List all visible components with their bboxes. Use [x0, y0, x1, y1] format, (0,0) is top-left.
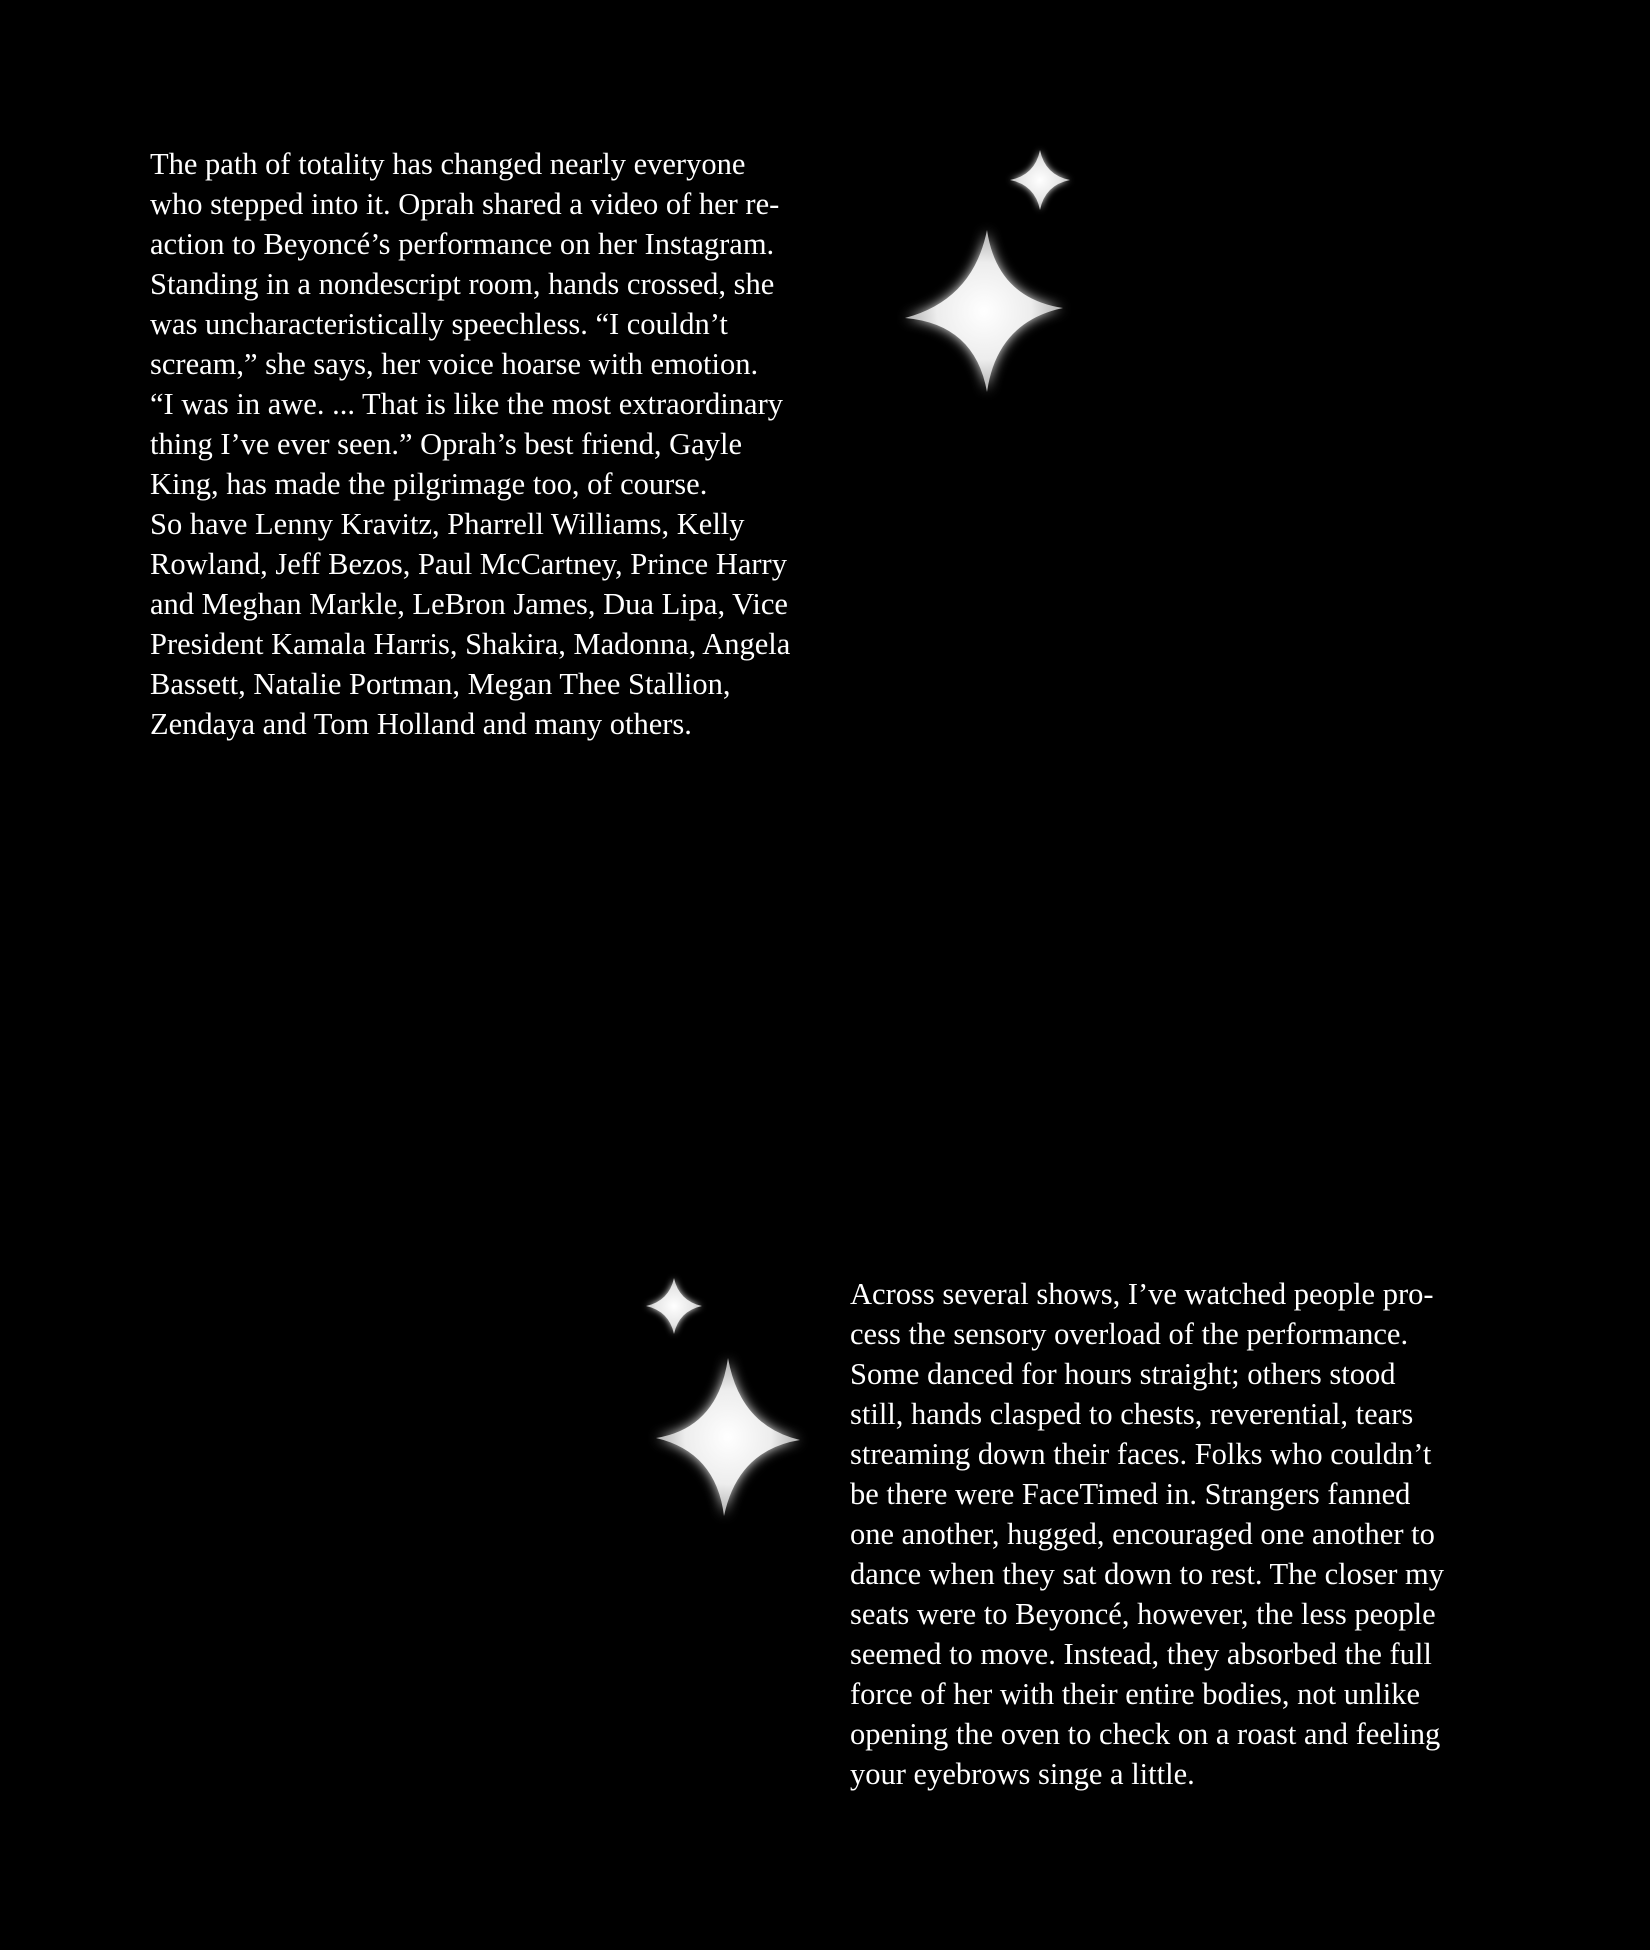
text-line: The path of totality has changed nearly everyone	[150, 147, 746, 181]
paragraph-bottom	[850, 1274, 1444, 1794]
text-line: Standing in a nondescript room, hands crossed, she	[150, 267, 775, 301]
text-line: still, hands clasped to chests, reverential, tears	[850, 1397, 1414, 1431]
text-line: seemed to move. Instead, they absorbed the full	[850, 1637, 1432, 1671]
text-line: dance when they sat down to rest. The closer my	[850, 1557, 1445, 1591]
text-line: Rowland, Jeff Bezos, Paul McCartney, Prince Harry	[150, 547, 787, 581]
text-line: was uncharacteristically speechless. “I couldn’t	[150, 307, 728, 341]
text-line: be there were FaceTimed in. Strangers fanned	[850, 1477, 1411, 1511]
text-line: Across several shows, I’ve watched people pro-	[850, 1277, 1434, 1311]
text-line: force of her with their entire bodies, not unlike	[850, 1677, 1420, 1711]
text-line: opening the oven to check on a roast and feeling	[850, 1717, 1441, 1751]
text-line: King, has made the pilgrimage too, of course.	[150, 467, 708, 501]
text-line: cess the sensory overload of the performance.	[850, 1317, 1409, 1351]
sparkle-icon	[636, 1268, 712, 1344]
paragraph-top	[150, 144, 790, 744]
sparkle-icon	[1000, 140, 1080, 220]
text-line: President Kamala Harris, Shakira, Madonna, Angela	[150, 627, 791, 661]
text-line: Bassett, Natalie Portman, Megan Thee Stallion,	[150, 667, 731, 701]
text-line: one another, hugged, encouraged one another to	[850, 1517, 1435, 1551]
text-line: So have Lenny Kravitz, Pharrell Williams, Kelly	[150, 507, 745, 541]
text-line: scream,” she says, her voice hoarse with emotion.	[150, 347, 759, 381]
text-line: thing I’ve ever seen.” Oprah’s best friend, Gayle	[150, 427, 742, 461]
text-line: your eyebrows singe a little.	[850, 1757, 1195, 1791]
text-line: who stepped into it. Oprah shared a video of her re-	[150, 187, 780, 221]
sparkle-icon	[880, 210, 1090, 410]
text-line: Some danced for hours straight; others stood	[850, 1357, 1396, 1391]
sparkle-icon	[640, 1340, 820, 1532]
text-line: “I was in awe. ... That is like the most extraordinary	[150, 387, 783, 421]
text-line: streaming down their faces. Folks who couldn’t	[850, 1437, 1432, 1471]
text-line: action to Beyoncé’s performance on her Instagram.	[150, 227, 775, 261]
text-line: seats were to Beyoncé, however, the less people	[850, 1597, 1436, 1631]
text-line: Zendaya and Tom Holland and many others.	[150, 707, 692, 741]
text-line: and Meghan Markle, LeBron James, Dua Lipa, Vice	[150, 587, 788, 621]
